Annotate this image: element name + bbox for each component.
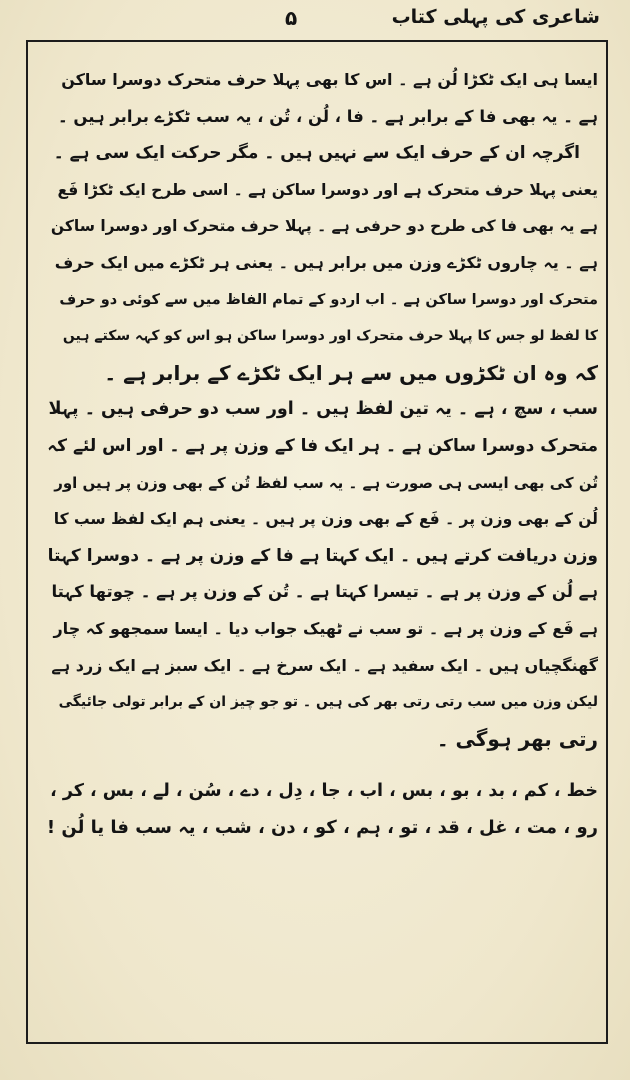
text-line: رو ، مت ، غل ، قد ، تو ، ہم ، کو ، دن ، شب ، یہ سب فا یا لُن ! (46, 816, 598, 838)
text-line: ہے لُن کے وزن پر ہے ۔ تیسرا کہتا ہے ۔ تُن کے وزن پر ہے ۔ چوتھا کہتا (51, 582, 598, 602)
text-line: متحرک اور دوسرا ساکن ہے ۔ اب اردو کے تمام الفاظ میں سے کوئی دو حرف (59, 291, 598, 308)
page-number: ۵ (285, 6, 298, 30)
text-line: وزن دریافت کرتے ہیں ۔ ایک کہتا ہے فا کے وزن پر ہے ۔ دوسرا کہتا (47, 545, 598, 566)
body-text (46, 62, 598, 846)
text-line: خط ، کم ، بد ، بو ، بس ، اب ، جا ، دِل ، دے ، سُن ، لے ، بس ، کر ، (50, 781, 598, 802)
running-title: شاعری کی پہلی کتاب (391, 6, 600, 28)
text-line: متحرک دوسرا ساکن ہے ۔ ہر ایک فا کے وزن پر ہے ۔ اور اس لئے کہ (47, 435, 598, 456)
text-line: کہ وہ ان ٹکڑوں میں سے ہر ایک ٹکڑے کے برابر ہے ۔ (104, 360, 598, 385)
text-line: سب ، سچ ، ہے ۔ یہ تین لفظ ہیں ۔ اور سب دو حرفی ہیں ۔ پہلا (48, 399, 598, 420)
text-line: ہے ۔ یہ بھی فا کے برابر ہے ۔ فا ، لُن ، تُن ، یہ سب ٹکڑے برابر ہیں ۔ (57, 106, 598, 126)
text-line: ہے ۔ یہ چاروں ٹکڑے وزن میں برابر ہیں ۔ یعنی ہر ٹکڑے میں ایک حرف (54, 252, 598, 272)
page-header (30, 4, 600, 38)
text-line: کا لفظ لو جس کا پہلا حرف متحرک اور دوسرا ساکن ہو اس کو کہہ سکتے ہیں (62, 328, 598, 345)
text-line: ہے فَع کے وزن پر ہے ۔ تو سب نے ٹھیک جواب دیا ۔ ایسا سمجھو کہ چار (53, 618, 598, 638)
text-line: لیکن وزن میں سب رتی رتی بھر کی ہیں ۔ تو جو چیز ان کے برابر تولی جائیگی (58, 694, 598, 711)
text-line: اگرچہ ان کے حرف ایک سے نہیں ہیں ۔ مگر حرکت ایک سی ہے ۔ (53, 143, 580, 164)
text-line: یعنی پہلا حرف متحرک ہے اور دوسرا ساکن ہے ۔ اسی طرح ایک ٹکڑا فَع (57, 180, 598, 199)
text-line: گھنگچیاں ہیں ۔ ایک سفید ہے ۔ ایک سرخ ہے ۔ ایک سبز ہے ایک زرد ہے (51, 655, 598, 675)
text-line: ہے یہ بھی فا کی طرح دو حرفی ہے ۔ پہلا حرف متحرک اور دوسرا ساکن (50, 217, 598, 236)
text-line: رتی بھر ہوگی ۔ (436, 726, 598, 751)
text-line: ایسا ہی ایک ٹکڑا لُن ہے ۔ اس کا بھی پہلا حرف متحرک دوسرا ساکن (61, 70, 598, 89)
text-line: لُن کے بھی وزن پر ۔ فَع کے بھی وزن پر ہیں ۔ یعنی ہم ایک لفظ سب کا (53, 510, 598, 529)
text-line: تُن کی بھی ایسی ہی صورت ہے ۔ یہ سب لفظ تُن کے بھی وزن پر ہیں اور (54, 473, 598, 492)
